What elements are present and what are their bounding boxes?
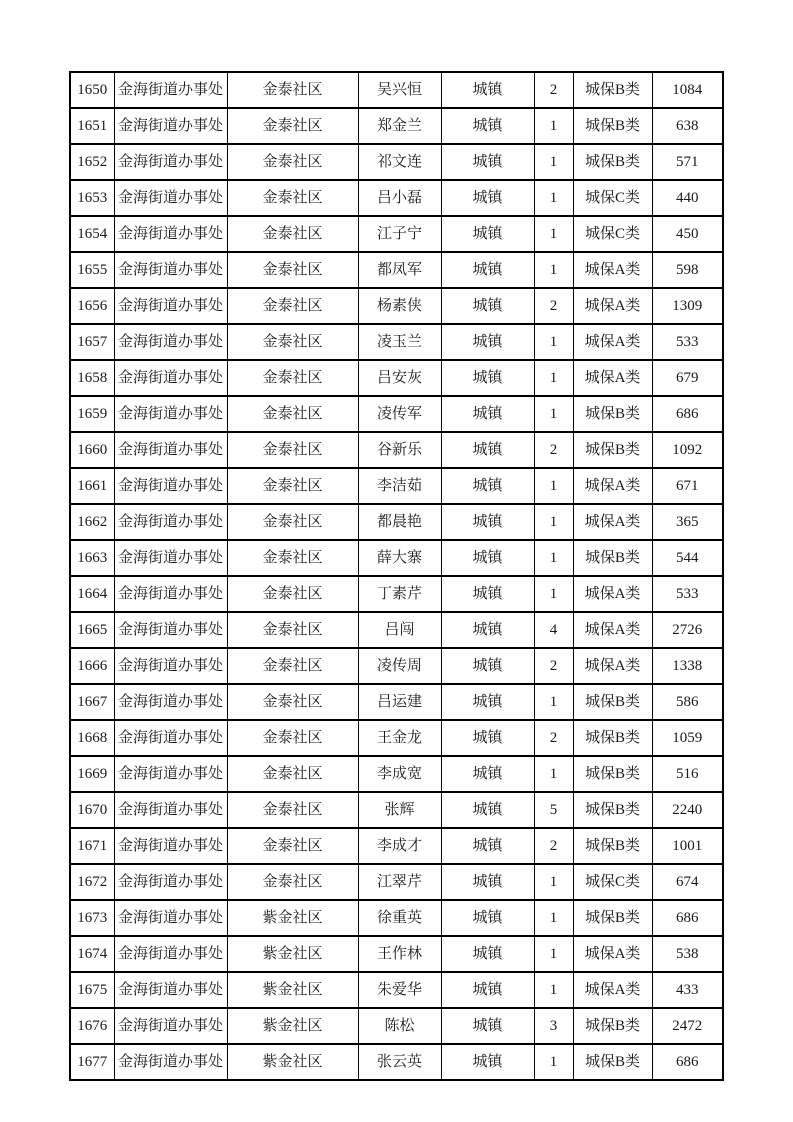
table-cell: 金泰社区: [227, 324, 358, 360]
table-cell: 1: [534, 972, 573, 1008]
table-cell: 金泰社区: [227, 468, 358, 504]
table-cell: 2: [534, 720, 573, 756]
table-cell: 城镇: [441, 468, 534, 504]
table-cell: 1662: [70, 504, 114, 540]
table-cell: 2: [534, 828, 573, 864]
table-cell: 金海街道办事处: [114, 828, 227, 864]
table-cell: 1660: [70, 432, 114, 468]
table-cell: 686: [652, 1044, 723, 1080]
table-cell: 城保B类: [573, 828, 652, 864]
table-cell: 城镇: [441, 756, 534, 792]
table-cell: 紫金社区: [227, 1044, 358, 1080]
table-cell: 2: [534, 432, 573, 468]
table-cell: 1: [534, 396, 573, 432]
table-cell: 城保B类: [573, 900, 652, 936]
table-cell: 1661: [70, 468, 114, 504]
table-cell: 1: [534, 108, 573, 144]
table-row: [70, 180, 723, 216]
table-cell: 城保B类: [573, 432, 652, 468]
table-cell: 城镇: [441, 936, 534, 972]
table-cell: 金泰社区: [227, 756, 358, 792]
table-cell: 城保B类: [573, 720, 652, 756]
table-cell: 1: [534, 684, 573, 720]
table-cell: 1654: [70, 216, 114, 252]
table-cell: 金海街道办事处: [114, 864, 227, 900]
table-cell: 1671: [70, 828, 114, 864]
table-row: [70, 864, 723, 900]
table-cell: 1: [534, 216, 573, 252]
table-cell: 城保A类: [573, 972, 652, 1008]
table-cell: 1: [534, 504, 573, 540]
table-cell: 城保A类: [573, 612, 652, 648]
table-cell: 吕闯: [358, 612, 441, 648]
table-cell: 1338: [652, 648, 723, 684]
table-cell: 城保A类: [573, 936, 652, 972]
table-cell: 1658: [70, 360, 114, 396]
table-cell: 吕小磊: [358, 180, 441, 216]
table-cell: 571: [652, 144, 723, 180]
table-cell: 城镇: [441, 540, 534, 576]
table-cell: 城保B类: [573, 792, 652, 828]
table-row: [70, 936, 723, 972]
table-cell: 1668: [70, 720, 114, 756]
table-cell: 金泰社区: [227, 180, 358, 216]
table-cell: 城镇: [441, 576, 534, 612]
table-cell: 王金龙: [358, 720, 441, 756]
table-cell: 张云英: [358, 1044, 441, 1080]
table-cell: 金海街道办事处: [114, 144, 227, 180]
table-cell: 2726: [652, 612, 723, 648]
table-cell: 1: [534, 540, 573, 576]
table-cell: 1: [534, 1044, 573, 1080]
table-cell: 1670: [70, 792, 114, 828]
table-cell: 城保C类: [573, 180, 652, 216]
table-cell: 4: [534, 612, 573, 648]
table-cell: 1677: [70, 1044, 114, 1080]
table-cell: 1: [534, 144, 573, 180]
table-cell: 凌传军: [358, 396, 441, 432]
table-cell: 江子宁: [358, 216, 441, 252]
table-cell: 686: [652, 396, 723, 432]
table-cell: 金海街道办事处: [114, 936, 227, 972]
table-cell: 紫金社区: [227, 936, 358, 972]
table-row: [70, 72, 723, 108]
table-cell: 金泰社区: [227, 396, 358, 432]
table-cell: 516: [652, 756, 723, 792]
table-cell: 金海街道办事处: [114, 1044, 227, 1080]
table-cell: 金海街道办事处: [114, 180, 227, 216]
table-cell: 金海街道办事处: [114, 540, 227, 576]
table-cell: 365: [652, 504, 723, 540]
table-cell: 陈松: [358, 1008, 441, 1044]
table-cell: 凌传周: [358, 648, 441, 684]
table-cell: 李成才: [358, 828, 441, 864]
table-cell: 紫金社区: [227, 1008, 358, 1044]
table-cell: 郑金兰: [358, 108, 441, 144]
table-cell: 金泰社区: [227, 720, 358, 756]
table-cell: 1309: [652, 288, 723, 324]
table-row: [70, 576, 723, 612]
table-cell: 祁文连: [358, 144, 441, 180]
table-cell: 1001: [652, 828, 723, 864]
table-cell: 2240: [652, 792, 723, 828]
table-cell: 城镇: [441, 828, 534, 864]
table-cell: 1674: [70, 936, 114, 972]
table-cell: 杨素侠: [358, 288, 441, 324]
table-cell: 1059: [652, 720, 723, 756]
table-cell: 金海街道办事处: [114, 216, 227, 252]
table-cell: 城保A类: [573, 324, 652, 360]
table-cell: 丁素芹: [358, 576, 441, 612]
table-row: [70, 792, 723, 828]
table-row: [70, 216, 723, 252]
table-cell: 金海街道办事处: [114, 360, 227, 396]
table-cell: 城镇: [441, 180, 534, 216]
table-cell: 1667: [70, 684, 114, 720]
table-cell: 金海街道办事处: [114, 1008, 227, 1044]
table-cell: 1665: [70, 612, 114, 648]
table-cell: 1656: [70, 288, 114, 324]
table-cell: 城镇: [441, 108, 534, 144]
table-cell: 城保A类: [573, 648, 652, 684]
table-cell: 433: [652, 972, 723, 1008]
table-cell: 城镇: [441, 288, 534, 324]
table-row: [70, 504, 723, 540]
table-cell: 440: [652, 180, 723, 216]
table-cell: 1672: [70, 864, 114, 900]
table-cell: 金泰社区: [227, 864, 358, 900]
table-cell: 城保A类: [573, 468, 652, 504]
table-row: [70, 468, 723, 504]
table-cell: 城保A类: [573, 360, 652, 396]
table-cell: 城镇: [441, 1008, 534, 1044]
table-cell: 城镇: [441, 432, 534, 468]
table-cell: 3: [534, 1008, 573, 1044]
table-row: [70, 432, 723, 468]
table-cell: 586: [652, 684, 723, 720]
table-cell: 金海街道办事处: [114, 648, 227, 684]
table-cell: 1664: [70, 576, 114, 612]
table-cell: 金海街道办事处: [114, 576, 227, 612]
table-cell: 450: [652, 216, 723, 252]
table-cell: 1: [534, 468, 573, 504]
table-cell: 城镇: [441, 648, 534, 684]
table-cell: 城镇: [441, 324, 534, 360]
table-cell: 城镇: [441, 864, 534, 900]
table-cell: 城镇: [441, 504, 534, 540]
table-cell: 金泰社区: [227, 252, 358, 288]
table-row: [70, 612, 723, 648]
table-cell: 533: [652, 576, 723, 612]
table-cell: 金海街道办事处: [114, 108, 227, 144]
table-cell: 679: [652, 360, 723, 396]
table-cell: 城镇: [441, 792, 534, 828]
table-row: [70, 972, 723, 1008]
table-cell: 城镇: [441, 720, 534, 756]
table-cell: 城保B类: [573, 756, 652, 792]
table-cell: 金海街道办事处: [114, 468, 227, 504]
table-cell: 5: [534, 792, 573, 828]
table-cell: 城保C类: [573, 864, 652, 900]
table-cell: 金海街道办事处: [114, 396, 227, 432]
table-cell: 金海街道办事处: [114, 900, 227, 936]
table-cell: 城保B类: [573, 396, 652, 432]
table-cell: 都晨艳: [358, 504, 441, 540]
table-cell: 1: [534, 324, 573, 360]
table-cell: 538: [652, 936, 723, 972]
table-cell: 金泰社区: [227, 144, 358, 180]
table-cell: 686: [652, 900, 723, 936]
table-cell: 城保B类: [573, 1044, 652, 1080]
table-cell: 1: [534, 576, 573, 612]
table-cell: 674: [652, 864, 723, 900]
table-cell: 吕安灰: [358, 360, 441, 396]
table-cell: 金海街道办事处: [114, 612, 227, 648]
table-row: [70, 1044, 723, 1080]
table-cell: 金海街道办事处: [114, 252, 227, 288]
table-cell: 城保B类: [573, 144, 652, 180]
table-cell: 1676: [70, 1008, 114, 1044]
table-cell: 671: [652, 468, 723, 504]
table-cell: 1092: [652, 432, 723, 468]
table-cell: 1: [534, 864, 573, 900]
table-cell: 金泰社区: [227, 792, 358, 828]
table-cell: 金海街道办事处: [114, 972, 227, 1008]
table-cell: 1669: [70, 756, 114, 792]
table-cell: 江翠芹: [358, 864, 441, 900]
table-cell: 金海街道办事处: [114, 72, 227, 108]
table-cell: 1650: [70, 72, 114, 108]
table-cell: 城保A类: [573, 288, 652, 324]
table-cell: 金海街道办事处: [114, 792, 227, 828]
table-row: [70, 1008, 723, 1044]
table-cell: 2: [534, 648, 573, 684]
table-cell: 金海街道办事处: [114, 720, 227, 756]
table-cell: 金泰社区: [227, 828, 358, 864]
table-cell: 城保A类: [573, 504, 652, 540]
table-cell: 1655: [70, 252, 114, 288]
table-cell: 城镇: [441, 144, 534, 180]
table-cell: 城保B类: [573, 72, 652, 108]
table-row: [70, 288, 723, 324]
table-cell: 1673: [70, 900, 114, 936]
table-cell: 吕运建: [358, 684, 441, 720]
table-row: [70, 360, 723, 396]
table-cell: 金泰社区: [227, 432, 358, 468]
table-row: [70, 108, 723, 144]
table-cell: 1651: [70, 108, 114, 144]
table-cell: 1: [534, 252, 573, 288]
table-cell: 金泰社区: [227, 108, 358, 144]
table-row: [70, 756, 723, 792]
table-cell: 金泰社区: [227, 648, 358, 684]
table-cell: 金海街道办事处: [114, 756, 227, 792]
table-cell: 金海街道办事处: [114, 324, 227, 360]
table-cell: 1: [534, 180, 573, 216]
table-cell: 城镇: [441, 972, 534, 1008]
table-cell: 城镇: [441, 360, 534, 396]
table-cell: 544: [652, 540, 723, 576]
table-cell: 城镇: [441, 1044, 534, 1080]
table-row: [70, 828, 723, 864]
table-cell: 638: [652, 108, 723, 144]
table-cell: 1659: [70, 396, 114, 432]
table-row: [70, 396, 723, 432]
table-cell: 金海街道办事处: [114, 504, 227, 540]
table-cell: 城镇: [441, 396, 534, 432]
table-cell: 城镇: [441, 900, 534, 936]
table-cell: 城镇: [441, 684, 534, 720]
table-cell: 533: [652, 324, 723, 360]
table-cell: 王作林: [358, 936, 441, 972]
table-cell: 金泰社区: [227, 504, 358, 540]
table-cell: 2: [534, 72, 573, 108]
table-cell: 1: [534, 900, 573, 936]
table-row: [70, 648, 723, 684]
table-cell: 金泰社区: [227, 576, 358, 612]
table-cell: 城保B类: [573, 108, 652, 144]
table-cell: 1084: [652, 72, 723, 108]
roster-table-body: [70, 72, 723, 1080]
table-cell: 金泰社区: [227, 288, 358, 324]
table-row: [70, 900, 723, 936]
table-cell: 1666: [70, 648, 114, 684]
table-cell: 紫金社区: [227, 972, 358, 1008]
table-cell: 徐重英: [358, 900, 441, 936]
table-cell: 谷新乐: [358, 432, 441, 468]
table-row: [70, 720, 723, 756]
table-cell: 1652: [70, 144, 114, 180]
table-cell: 城保B类: [573, 684, 652, 720]
table-cell: 朱爱华: [358, 972, 441, 1008]
table-cell: 城镇: [441, 612, 534, 648]
table-cell: 金海街道办事处: [114, 684, 227, 720]
table-row: [70, 684, 723, 720]
table-cell: 城镇: [441, 72, 534, 108]
table-cell: 城保A类: [573, 252, 652, 288]
table-cell: 2: [534, 288, 573, 324]
table-cell: 1653: [70, 180, 114, 216]
table-cell: 金泰社区: [227, 540, 358, 576]
table-cell: 1: [534, 756, 573, 792]
table-cell: 金泰社区: [227, 360, 358, 396]
table-cell: 金海街道办事处: [114, 288, 227, 324]
table-cell: 1: [534, 360, 573, 396]
table-cell: 1657: [70, 324, 114, 360]
table-row: [70, 252, 723, 288]
table-cell: 薛大寨: [358, 540, 441, 576]
table-cell: 金泰社区: [227, 72, 358, 108]
table-cell: 凌玉兰: [358, 324, 441, 360]
table-row: [70, 540, 723, 576]
table-row: [70, 144, 723, 180]
table-cell: 城保A类: [573, 576, 652, 612]
table-cell: 城镇: [441, 216, 534, 252]
table-cell: 598: [652, 252, 723, 288]
table-cell: 2472: [652, 1008, 723, 1044]
benefits-roster-table: [69, 71, 724, 1081]
table-cell: 张辉: [358, 792, 441, 828]
table-cell: 金泰社区: [227, 216, 358, 252]
table-cell: 金泰社区: [227, 684, 358, 720]
table-row: [70, 324, 723, 360]
table-cell: 李洁茹: [358, 468, 441, 504]
table-cell: 都凤军: [358, 252, 441, 288]
table-cell: 1675: [70, 972, 114, 1008]
table-cell: 紫金社区: [227, 900, 358, 936]
table-cell: 城镇: [441, 252, 534, 288]
table-cell: 金泰社区: [227, 612, 358, 648]
table-cell: 1: [534, 936, 573, 972]
table-cell: 金海街道办事处: [114, 432, 227, 468]
table-cell: 城保B类: [573, 1008, 652, 1044]
table-cell: 1663: [70, 540, 114, 576]
table-cell: 李成宽: [358, 756, 441, 792]
table-cell: 城保B类: [573, 540, 652, 576]
table-cell: 吴兴恒: [358, 72, 441, 108]
table-cell: 城保C类: [573, 216, 652, 252]
